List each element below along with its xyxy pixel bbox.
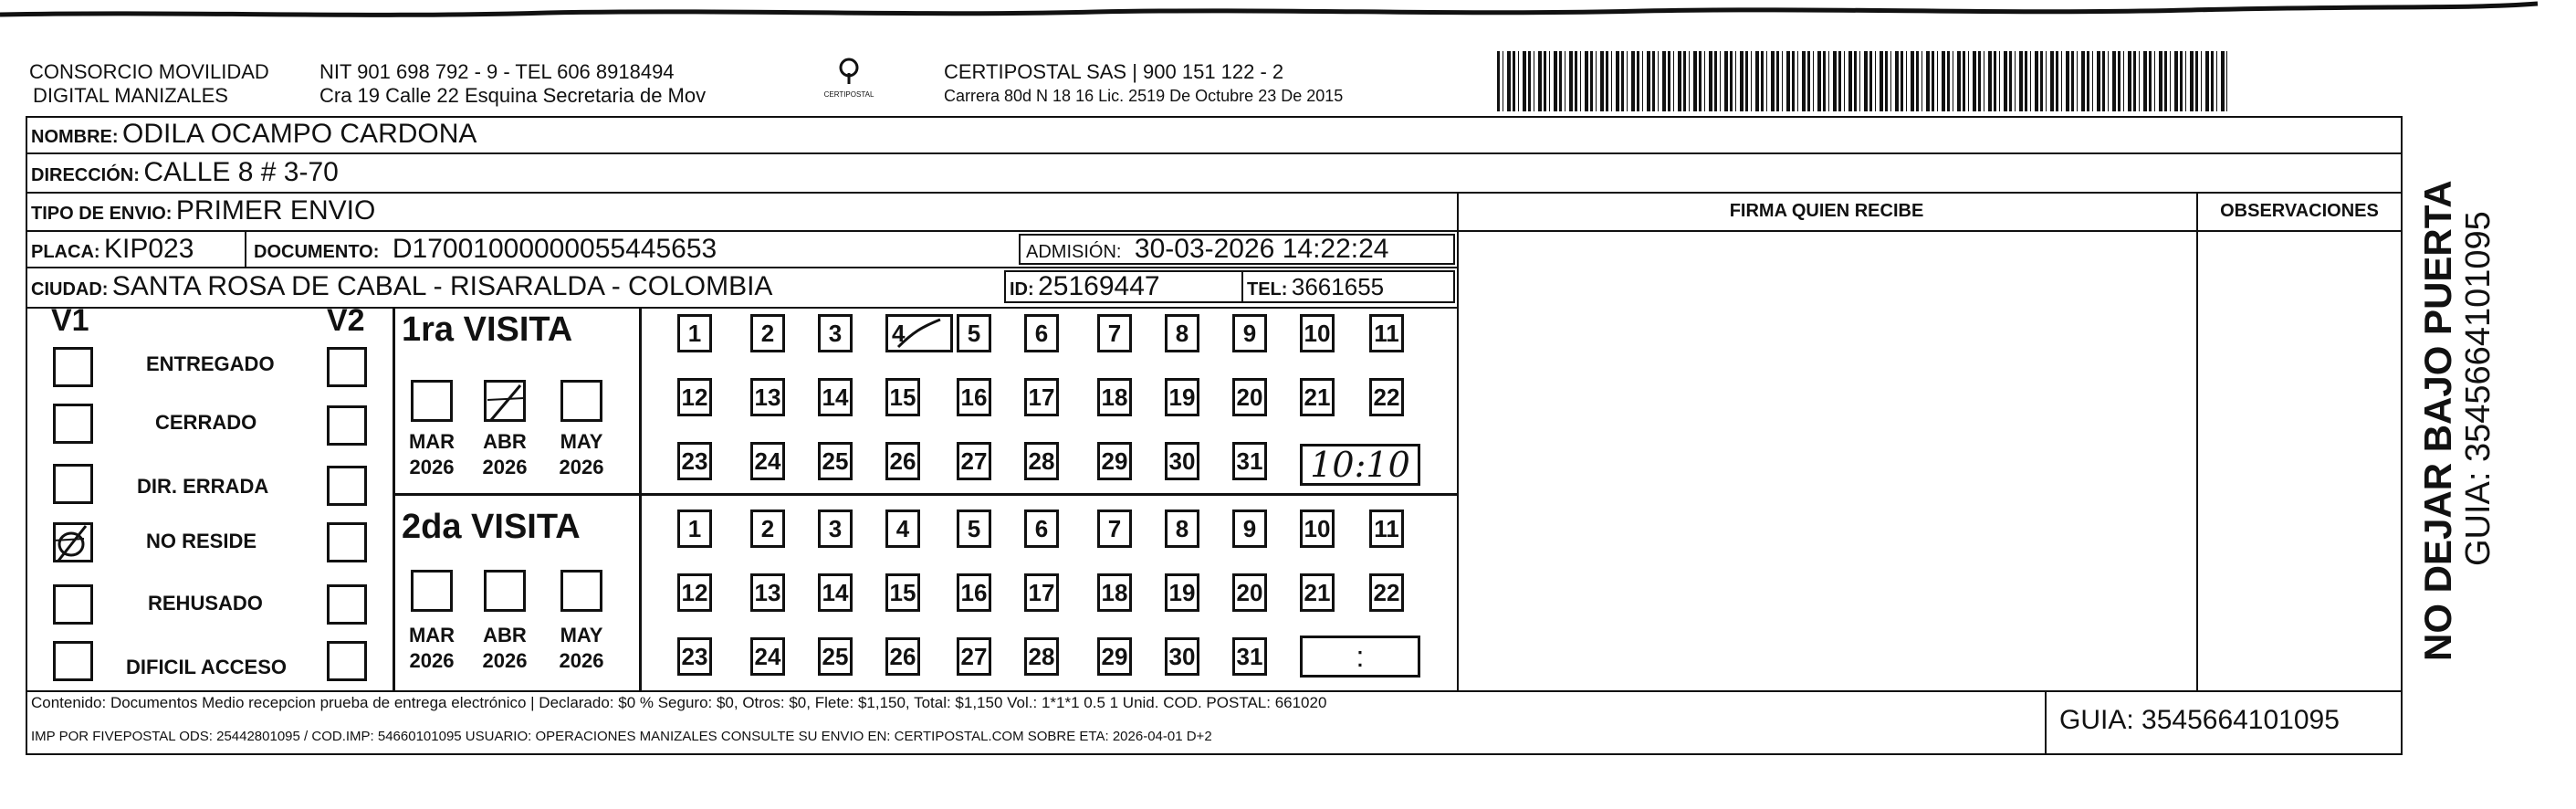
status-label: ENTREGADO bbox=[146, 352, 275, 375]
day-box[interactable] bbox=[818, 378, 853, 416]
tipo-label: TIPO DE ENVIO: bbox=[31, 204, 173, 224]
day-box[interactable] bbox=[1024, 314, 1059, 352]
day-number: 28 bbox=[1028, 642, 1055, 670]
nombre-row bbox=[31, 119, 476, 150]
month-checkbox-may[interactable] bbox=[560, 380, 602, 422]
month-checkbox-may[interactable] bbox=[560, 570, 602, 612]
observaciones-header: OBSERVACIONES bbox=[2220, 201, 2379, 221]
placa-label: PLACA: bbox=[31, 242, 100, 262]
day-box[interactable] bbox=[750, 637, 785, 676]
check-mark-icon bbox=[885, 314, 953, 352]
direccion-label: DIRECCIÓN: bbox=[31, 165, 140, 185]
day-number: 11 bbox=[1374, 514, 1399, 542]
tel-value: 3661655 bbox=[1291, 273, 1385, 300]
v1-checkbox-dificil-acceso[interactable] bbox=[53, 641, 93, 681]
v1-checkbox-cerrado[interactable] bbox=[53, 404, 93, 444]
day-number: 12 bbox=[681, 578, 708, 606]
day-number: 6 bbox=[1034, 514, 1049, 542]
divider bbox=[26, 267, 1459, 268]
day-box[interactable] bbox=[1369, 314, 1404, 352]
day-box[interactable] bbox=[1300, 314, 1335, 352]
day-box[interactable] bbox=[677, 442, 712, 480]
day-box[interactable] bbox=[885, 378, 920, 416]
day-number: 16 bbox=[960, 383, 988, 411]
day-number: 6 bbox=[1034, 319, 1049, 347]
day-number: 2 bbox=[760, 319, 775, 347]
day-number: 18 bbox=[1101, 383, 1128, 411]
second-visit-time[interactable]: : bbox=[1300, 636, 1420, 678]
day-number: 11 bbox=[1374, 319, 1399, 347]
day-box[interactable] bbox=[885, 510, 920, 548]
sender-name-line2: DIGITAL MANIZALES bbox=[33, 84, 228, 107]
divider bbox=[26, 230, 2403, 232]
day-box[interactable] bbox=[1024, 573, 1059, 612]
day-number: 18 bbox=[1101, 578, 1128, 606]
day-box[interactable] bbox=[677, 573, 712, 612]
day-box[interactable] bbox=[1097, 314, 1132, 352]
sender-nit: NIT 901 698 792 - 9 - TEL 606 8918494 bbox=[319, 60, 675, 83]
day-number: 24 bbox=[754, 642, 781, 670]
carrier-logo-icon bbox=[831, 55, 867, 86]
day-box[interactable] bbox=[1232, 510, 1267, 548]
month-year: 2026 bbox=[409, 649, 455, 672]
day-number: 10 bbox=[1304, 319, 1331, 347]
day-box[interactable] bbox=[750, 442, 785, 480]
day-number: 4 bbox=[895, 514, 910, 542]
day-box[interactable] bbox=[1024, 637, 1059, 676]
day-number: 19 bbox=[1168, 383, 1196, 411]
day-number: 13 bbox=[754, 578, 781, 606]
day-box[interactable] bbox=[885, 637, 920, 676]
day-box[interactable] bbox=[1024, 442, 1059, 480]
day-number: 4 bbox=[892, 319, 906, 347]
second-visit-title: 2da VISITA bbox=[402, 508, 581, 546]
day-box[interactable] bbox=[1300, 510, 1335, 548]
month-label bbox=[553, 623, 610, 674]
carrier-address: Carrera 80d N 18 16 Lic. 2519 De Octubre 23 De 2015 bbox=[944, 87, 1344, 105]
carrier-logo-text: CERTIPOSTAL bbox=[823, 90, 874, 99]
status-label: DIR. ERRADA bbox=[137, 475, 269, 498]
day-number: 14 bbox=[822, 578, 849, 606]
documento-value: D17001000000055445653 bbox=[392, 234, 717, 264]
tel-field bbox=[1247, 273, 1384, 301]
day-number: 15 bbox=[889, 578, 916, 606]
day-number: 21 bbox=[1304, 578, 1331, 606]
month-label bbox=[476, 429, 533, 480]
placa-field bbox=[31, 234, 194, 265]
day-number: 9 bbox=[1242, 319, 1257, 347]
v1-checkbox-dir-errada[interactable] bbox=[53, 464, 93, 504]
day-number: 29 bbox=[1101, 642, 1128, 670]
v2-checkbox-rehusado[interactable] bbox=[327, 584, 367, 625]
day-box[interactable] bbox=[957, 573, 991, 612]
carrier-logo bbox=[822, 55, 876, 99]
day-box[interactable] bbox=[818, 573, 853, 612]
direccion-value: CALLE 8 # 3-70 bbox=[143, 157, 339, 187]
day-box[interactable] bbox=[1232, 573, 1267, 612]
day-number: 20 bbox=[1236, 578, 1263, 606]
ciudad-label: CIUDAD: bbox=[31, 279, 109, 299]
direccion-row bbox=[31, 157, 339, 188]
month-checkbox-abr[interactable] bbox=[484, 380, 526, 422]
v1-header: V1 bbox=[51, 303, 89, 338]
day-number: 30 bbox=[1168, 447, 1196, 475]
day-box[interactable] bbox=[750, 573, 785, 612]
day-number: 1 bbox=[687, 319, 702, 347]
day-number: 28 bbox=[1028, 447, 1055, 475]
day-number: 5 bbox=[967, 319, 981, 347]
admision-value: 30-03-2026 14:22:24 bbox=[1134, 234, 1389, 264]
day-number: 17 bbox=[1028, 578, 1055, 606]
day-number: 22 bbox=[1373, 578, 1400, 606]
day-box[interactable] bbox=[818, 442, 853, 480]
day-box[interactable] bbox=[1369, 573, 1404, 612]
day-box[interactable] bbox=[1097, 442, 1132, 480]
v2-checkbox-dir-errada[interactable] bbox=[327, 466, 367, 506]
day-number: 10 bbox=[1304, 514, 1331, 542]
day-box[interactable] bbox=[1165, 314, 1199, 352]
torn-edge bbox=[0, 0, 2576, 27]
divider bbox=[2045, 690, 2047, 755]
divider bbox=[2196, 192, 2198, 690]
day-number: 17 bbox=[1028, 383, 1055, 411]
month-label bbox=[403, 429, 460, 480]
day-number: 3 bbox=[828, 319, 843, 347]
day-number: 16 bbox=[960, 578, 988, 606]
day-box[interactable] bbox=[885, 442, 920, 480]
firma-header: FIRMA QUIEN RECIBE bbox=[1729, 201, 1924, 221]
carrier-name: CERTIPOSTAL SAS | 900 151 122 - 2 bbox=[944, 60, 1284, 83]
status-label: DIFICIL ACCESO bbox=[126, 656, 288, 678]
barcode bbox=[1497, 51, 2227, 111]
month-year: 2026 bbox=[559, 649, 604, 672]
day-box[interactable] bbox=[1024, 378, 1059, 416]
day-box[interactable] bbox=[1232, 637, 1267, 676]
footer-guia: GUIA: 3545664101095 bbox=[2059, 705, 2340, 735]
day-number: 1 bbox=[687, 514, 702, 542]
day-box[interactable] bbox=[1369, 510, 1404, 548]
day-box[interactable] bbox=[1232, 442, 1267, 480]
first-visit-time[interactable]: 10:10 bbox=[1300, 444, 1420, 486]
v2-header: V2 bbox=[327, 303, 365, 338]
admision-field bbox=[1026, 234, 1388, 265]
day-number: 7 bbox=[1107, 514, 1122, 542]
day-number: 25 bbox=[822, 642, 849, 670]
day-box[interactable] bbox=[750, 314, 785, 352]
sender-name bbox=[29, 60, 269, 108]
day-box[interactable] bbox=[677, 314, 712, 352]
day-number: 13 bbox=[754, 383, 781, 411]
v2-checkbox-dificil-acceso[interactable] bbox=[327, 641, 367, 681]
day-box[interactable] bbox=[750, 510, 785, 548]
ciudad-field bbox=[31, 271, 772, 302]
day-box[interactable] bbox=[885, 314, 953, 352]
day-number: 8 bbox=[1175, 319, 1189, 347]
v2-checkbox-no-reside[interactable] bbox=[327, 522, 367, 562]
day-box[interactable] bbox=[957, 510, 991, 548]
divider bbox=[26, 152, 2403, 154]
day-number: 30 bbox=[1168, 642, 1196, 670]
day-box[interactable] bbox=[1165, 442, 1199, 480]
month-checkbox-abr[interactable] bbox=[484, 570, 526, 612]
divider bbox=[639, 307, 642, 690]
tipo-row bbox=[31, 195, 375, 226]
v1-checkbox-no-reside[interactable] bbox=[53, 522, 93, 562]
check-mark-icon bbox=[484, 380, 526, 422]
month-year: 2026 bbox=[409, 456, 455, 478]
v2-checkbox-cerrado[interactable] bbox=[327, 405, 367, 446]
tipo-value: PRIMER ENVIO bbox=[175, 195, 376, 226]
nombre-value: ODILA OCAMPO CARDONA bbox=[122, 119, 477, 149]
day-number: 26 bbox=[889, 642, 916, 670]
side-guia: GUIA: 3545664101095 bbox=[2459, 211, 2497, 566]
day-number: 23 bbox=[681, 447, 708, 475]
id-value: 25169447 bbox=[1038, 271, 1160, 301]
day-number: 26 bbox=[889, 447, 916, 475]
divider bbox=[1241, 270, 1243, 303]
nombre-label: NOMBRE: bbox=[31, 127, 119, 147]
day-number: 27 bbox=[960, 447, 988, 475]
day-box[interactable] bbox=[818, 637, 853, 676]
check-mark-icon bbox=[53, 522, 93, 562]
day-number: 24 bbox=[754, 447, 781, 475]
day-number: 31 bbox=[1236, 447, 1263, 475]
day-box[interactable] bbox=[677, 637, 712, 676]
sender-contact bbox=[319, 60, 706, 108]
day-box[interactable] bbox=[1097, 378, 1132, 416]
day-box[interactable] bbox=[1165, 637, 1199, 676]
carrier-info bbox=[944, 60, 1343, 108]
day-box[interactable] bbox=[885, 573, 920, 612]
day-box[interactable] bbox=[1369, 378, 1404, 416]
day-number: 9 bbox=[1242, 514, 1257, 542]
day-box[interactable] bbox=[957, 314, 991, 352]
side-warning: NO DEJAR BAJO PUERTA bbox=[2416, 180, 2459, 661]
divider bbox=[393, 307, 395, 690]
day-number: 23 bbox=[681, 642, 708, 670]
day-number: 25 bbox=[822, 447, 849, 475]
month-name: MAR bbox=[408, 624, 456, 646]
day-box[interactable] bbox=[1300, 378, 1335, 416]
day-number: 21 bbox=[1304, 383, 1331, 411]
divider bbox=[245, 230, 246, 267]
day-box[interactable] bbox=[1097, 637, 1132, 676]
day-box[interactable] bbox=[750, 378, 785, 416]
month-year: 2026 bbox=[482, 649, 528, 672]
month-name: MAY bbox=[560, 430, 603, 453]
admision-label: ADMISIÓN: bbox=[1026, 242, 1122, 262]
status-label: NO RESIDE bbox=[146, 530, 257, 552]
status-label: CERRADO bbox=[155, 411, 257, 434]
day-box[interactable] bbox=[957, 442, 991, 480]
day-box[interactable] bbox=[1024, 510, 1059, 548]
day-number: 3 bbox=[828, 514, 843, 542]
day-box[interactable] bbox=[957, 637, 991, 676]
month-label bbox=[553, 429, 610, 480]
v1-checkbox-rehusado[interactable] bbox=[53, 584, 93, 625]
divider bbox=[26, 192, 2403, 194]
day-number: 29 bbox=[1101, 447, 1128, 475]
divider bbox=[26, 307, 1459, 309]
first-visit-title: 1ra VISITA bbox=[402, 310, 573, 349]
day-box[interactable] bbox=[677, 378, 712, 416]
day-number: 15 bbox=[889, 383, 916, 411]
month-year: 2026 bbox=[482, 456, 528, 478]
day-number: 31 bbox=[1236, 642, 1263, 670]
day-box[interactable] bbox=[1165, 573, 1199, 612]
day-box[interactable] bbox=[1165, 510, 1199, 548]
month-checkbox-mar[interactable] bbox=[411, 380, 453, 422]
month-name: MAY bbox=[560, 624, 603, 646]
status-label: REHUSADO bbox=[148, 592, 263, 615]
footer-content: Contenido: Documentos Medio recepcion prueba de entrega electrónico | Declarado: $0 % Seguro: $0, Otros: $0, Flete: $1,150, Total: $1,150 Vol.: 1*1*1 0.5 1 Unid. COD. POSTAL: 661020 bbox=[31, 694, 1327, 711]
month-name: ABR bbox=[483, 430, 527, 453]
id-field bbox=[1010, 271, 1160, 302]
month-label bbox=[403, 623, 460, 674]
v2-checkbox-entregado[interactable] bbox=[327, 347, 367, 387]
day-box[interactable] bbox=[677, 510, 712, 548]
day-number: 27 bbox=[960, 642, 988, 670]
id-label: ID: bbox=[1010, 279, 1034, 299]
month-name: MAR bbox=[408, 430, 456, 453]
divider bbox=[393, 493, 1457, 496]
month-checkbox-mar[interactable] bbox=[411, 570, 453, 612]
day-number: 22 bbox=[1373, 383, 1400, 411]
day-box[interactable] bbox=[1165, 378, 1199, 416]
month-label bbox=[476, 623, 533, 674]
day-box[interactable] bbox=[1232, 314, 1267, 352]
day-number: 7 bbox=[1107, 319, 1122, 347]
day-box[interactable] bbox=[1097, 573, 1132, 612]
day-box[interactable] bbox=[818, 510, 853, 548]
day-box[interactable] bbox=[1232, 378, 1267, 416]
footer-print-info: IMP POR FIVEPOSTAL ODS: 25442801095 / COD.IMP: 54660101095 USUARIO: OPERACIONES MANIZALES CONSULTE SU ENVIO EN: CERTIPOSTAL.COM SOBRE ETA: 2026-04-01 D+2 bbox=[31, 729, 1212, 744]
day-box[interactable] bbox=[1300, 573, 1335, 612]
tel-label: TEL: bbox=[1247, 279, 1288, 299]
day-number: 12 bbox=[681, 383, 708, 411]
divider bbox=[1457, 192, 1459, 690]
v1-checkbox-entregado[interactable] bbox=[53, 347, 93, 387]
month-name: ABR bbox=[483, 624, 527, 646]
day-number: 19 bbox=[1168, 578, 1196, 606]
sender-address: Cra 19 Calle 22 Esquina Secretaria de Mov bbox=[319, 84, 707, 107]
day-number: 20 bbox=[1236, 383, 1263, 411]
sender-name-line1: CONSORCIO MOVILIDAD bbox=[29, 60, 269, 83]
day-box[interactable] bbox=[818, 314, 853, 352]
day-box[interactable] bbox=[957, 378, 991, 416]
day-number: 14 bbox=[822, 383, 849, 411]
month-year: 2026 bbox=[559, 456, 604, 478]
documento-label: DOCUMENTO: bbox=[254, 242, 380, 262]
day-number: 5 bbox=[967, 514, 981, 542]
ciudad-value: SANTA ROSA DE CABAL - RISARALDA - COLOMBIA bbox=[111, 271, 773, 301]
day-number: 2 bbox=[760, 514, 775, 542]
documento-field bbox=[254, 234, 717, 265]
day-number: 8 bbox=[1175, 514, 1189, 542]
day-box[interactable] bbox=[1097, 510, 1132, 548]
placa-value: KIP023 bbox=[104, 234, 194, 264]
